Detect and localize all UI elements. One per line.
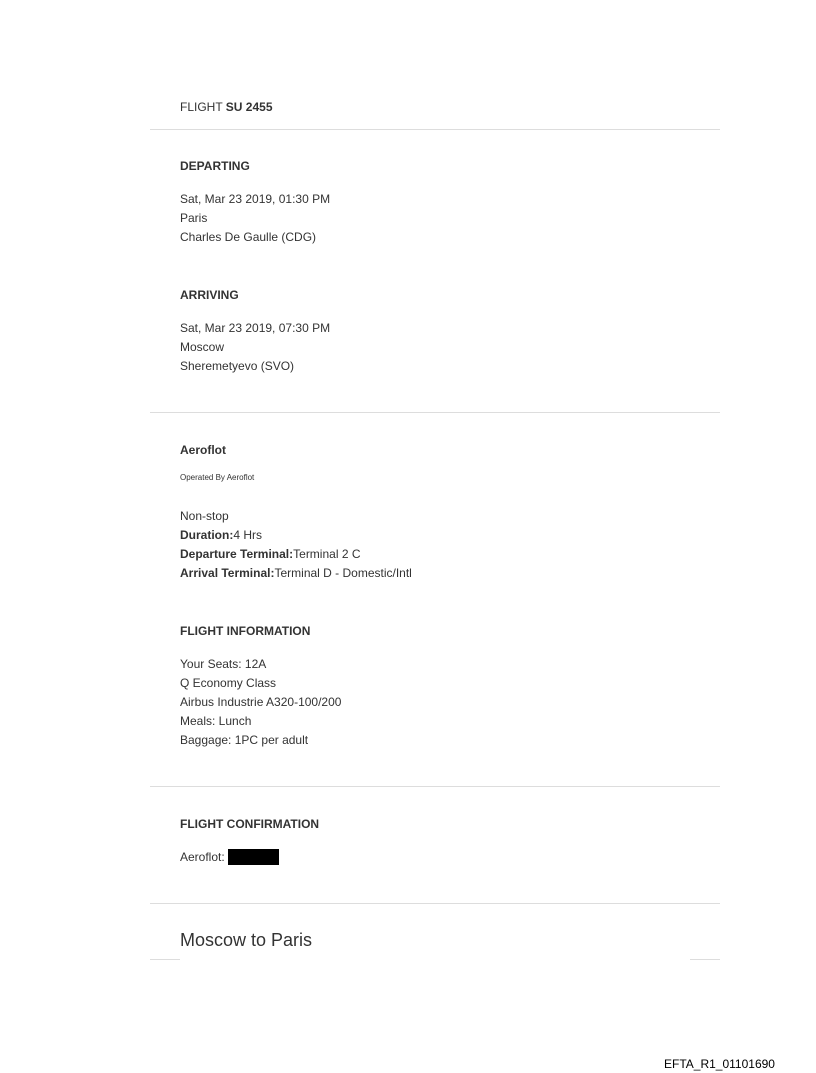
divider	[150, 412, 720, 413]
flight-number: SU 2455	[225, 100, 273, 114]
departing-airport: Charles De Gaulle (CDG)	[180, 230, 317, 244]
arriving-airport: Sheremetyevo (SVO)	[180, 359, 295, 373]
arrival-terminal-value: Terminal D - Domestic/Intl	[274, 566, 412, 580]
meals: Meals: Lunch	[180, 714, 252, 728]
departure-terminal-value: Terminal 2 C	[293, 547, 361, 561]
carrier-name: Aeroflot	[180, 443, 226, 457]
departing-datetime: Sat, Mar 23 2019, 01:30 PM	[180, 192, 331, 206]
baggage: Baggage: 1PC per adult	[180, 733, 309, 747]
divider	[150, 959, 180, 960]
confirmation-line	[180, 849, 279, 865]
next-segment-title: Moscow to Paris	[180, 930, 313, 950]
seats: Your Seats: 12A	[180, 657, 267, 671]
departing-heading: DEPARTING	[180, 159, 250, 173]
divider	[150, 786, 720, 787]
stops: Non-stop	[180, 509, 229, 523]
arriving-datetime: Sat, Mar 23 2019, 07:30 PM	[180, 321, 331, 335]
redaction-box	[228, 849, 279, 865]
departure-terminal-label: Departure Terminal:	[180, 547, 294, 561]
departing-city: Paris	[180, 211, 208, 225]
arriving-city: Moscow	[180, 340, 225, 354]
divider	[690, 959, 720, 960]
document-id: EFTA_R1_01101690	[664, 1057, 775, 1071]
cabin-class: Q Economy Class	[180, 676, 277, 690]
divider	[150, 129, 720, 130]
duration-value: 4 Hrs	[233, 528, 262, 542]
arrival-terminal-label: Arrival Terminal:	[180, 566, 275, 580]
arrival-terminal-line	[180, 566, 412, 580]
aircraft: Airbus Industrie A320-100/200	[180, 695, 342, 709]
confirmation-heading: FLIGHT CONFIRMATION	[180, 817, 320, 831]
duration-label: Duration:	[180, 528, 234, 542]
departure-terminal-line	[180, 547, 361, 561]
arriving-heading: ARRIVING	[180, 288, 239, 302]
divider	[150, 903, 720, 904]
flight-label: FLIGHT	[180, 100, 223, 114]
duration-line	[180, 528, 262, 542]
confirmation-label: Aeroflot:	[180, 850, 225, 864]
flight-number-line	[180, 100, 273, 114]
flight-information-heading: FLIGHT INFORMATION	[180, 624, 311, 638]
operated-by: Operated By Aeroflot	[180, 473, 255, 482]
